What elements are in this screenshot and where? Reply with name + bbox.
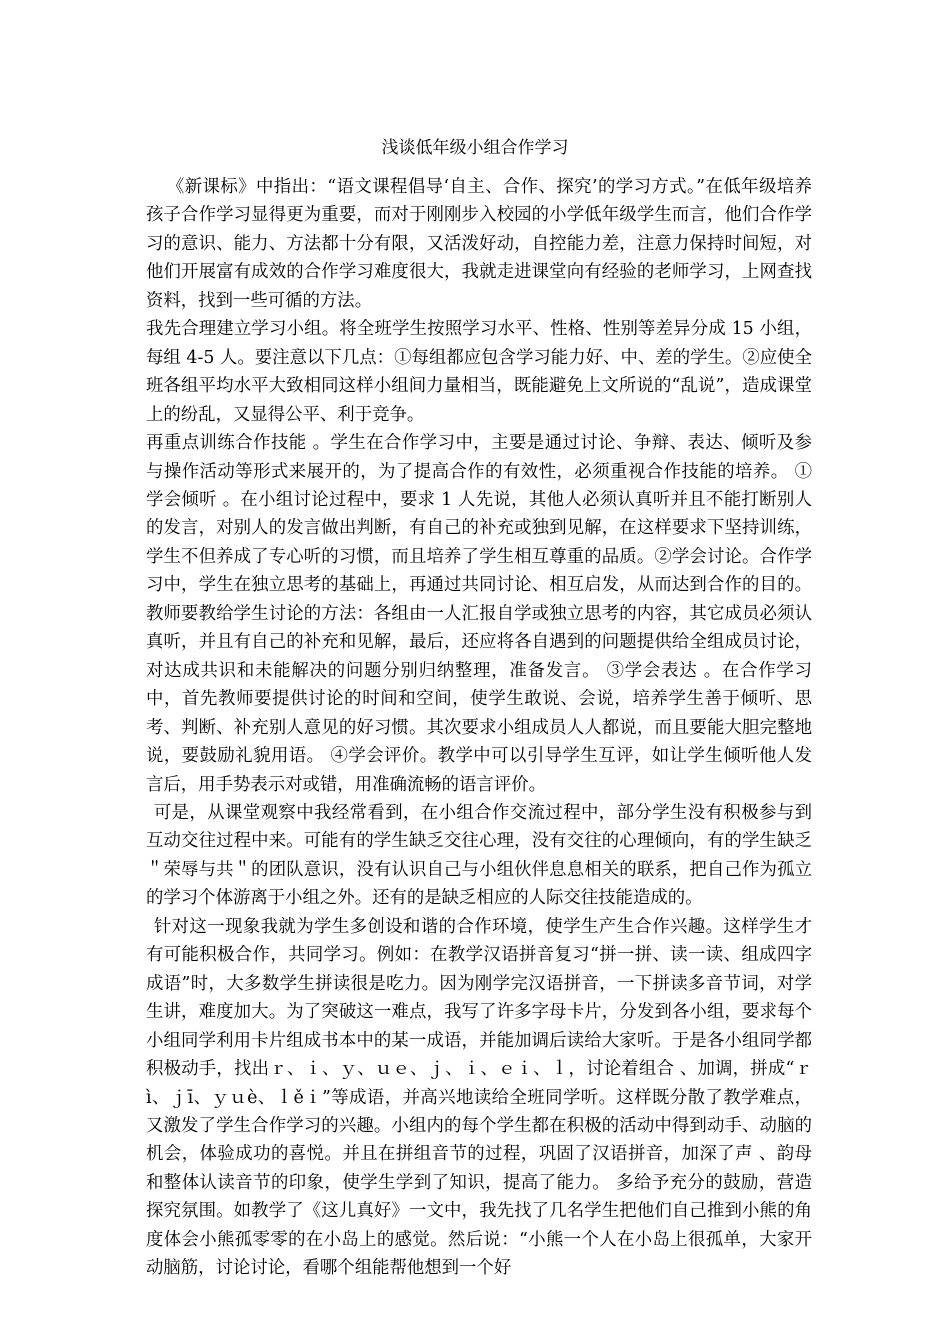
- paragraph-environment: 针对这一现象我就为学生多创设和谐的合作环境，使学生产生合作兴趣。这样学生才有可能积极合作，共同学习。例如：在教学汉语拼音复习“拼一拼、读一读、组成四字成语”时，大多数学生拼读很是吃力。因为刚学完汉语拼音，一下拼读多音节词，对学生讲，难度加大。为了突破这一难点，我写了许多字母卡片，分发到各小组，要求每个小组同学利用卡片组成书本中的某一成语，并能加调后读给大家听。于是各小组同学都积极动手，找出ｒ、ｉ、ｙ、ｕｅ、ｊ、ｉ、ｅｉ、ｌ，讨论着组合 、加调，拼成“ｒì、ｊī、ｙｕè、ｌěｉ”等成语，并高兴地读给全班同学听。这样既分散了教学难点，又激发了学生合作学习的兴趣。小组内的每个学生都在积极的活动中得到动手、动脑的机会，体验成功的喜悦。并且在拼组音节的过程，巩固了汉语拼音，加深了声 、韵母和整体认读音节的印象，使学生学到了知识，提高了能力。 多给予充分的鼓励，营造探究氛围。如教学了《这儿真好》一文中，我先找了几名学生把他们自己推到小熊的角度体会小熊孤零零的在小岛上的感觉。然后说：“小熊一个人在小岛上很孤单，大家开动脑筋，讨论讨论，看哪个组能帮他想到一个好: [146, 916, 812, 1279]
- paragraph-groups: 我先合理建立学习小组。将全班学生按照学习水平、性格、性别等差异分成 15 小组，每组 4-5 人。要注意以下几点：①每组都应包含学习能力好、中、差的学生。②应使全班各组平均水平大致相同这样小组间力量相当，既能避免上文所说的“乱说”，造成课堂上的纷乱，又显得公平、利于竞争。: [146, 319, 812, 425]
- document-title: 浅谈低年级小组合作学习: [381, 138, 569, 158]
- paragraph-skills: 再重点训练合作技能 。学生在合作学习中，主要是通过讨论、争辩、表达、倾听及参与操作活动等形式来展开的，为了提高合作的有效性，必须重视合作技能的培养。 ①学会倾听 。在小组讨论过程中，要求 1 人先说，其他人必须认真听并且不能打断别人的发言，对别人的发言做出判断，有自己的补充或独到见解，在这样要求下坚持训练，学生不但养成了专心听的习惯，而且培养了学生相互尊重的品质。②学会讨论。合作学习中，学生在独立思考的基础上，再通过共同讨论、相互启发，从而达到合作的目的。教师要教给学生讨论的方法：各组由一人汇报自学或独立思考的内容，其它成员必须认真听，并且有自己的补充和见解，最后，还应将各自遇到的问题提供给全组成员讨论，对达成共识和未能解决的问题分别归纳整理，准备发言。 ③学会表达 。在合作学习中，首先教师要提供讨论的时间和空间，使学生敢说、会说，培养学生善于倾听、思考、判断、补充别人意见的好习惯。其次要求小组成员人人都说，而且要能大胆完整地说，要鼓励礼貌用语。 ④学会评价。教学中可以引导学生互评，如让学生倾听他人发言后，用手势表示对或错，用准确流畅的语言评价。: [146, 433, 812, 795]
- paragraph-observation: 可是，从课堂观察中我经常看到，在小组合作交流过程中，部分学生没有积极参与到互动交往过程中来。可能有的学生缺乏交往心理，没有交往的心理倾向，有的学生缺乏＂荣辱与共＂的团队意识，没有认识自己与小组伙伴息息相关的联系，把自己作为孤立的学习个体游离于小组之外。还有的是缺乏相应的人际交往技能造成的。: [146, 802, 812, 909]
- document-body: [146, 173, 812, 1283]
- paragraph-intro: 《新课标》中指出：“语文课程倡导‘自主、合作、探究’的学习方式。”在低年级培养孩子合作学习显得更为重要，而对于刚刚步入校园的小学低年级学生而言，他们合作学习的意识、能力、方法都十分有限，又活泼好动，自控能力差，注意力保持时间短，对他们开展富有成效的合作学习难度很大，我就走进课堂向有经验的老师学习，上网查找资料，找到一些可循的方法。: [146, 177, 812, 311]
